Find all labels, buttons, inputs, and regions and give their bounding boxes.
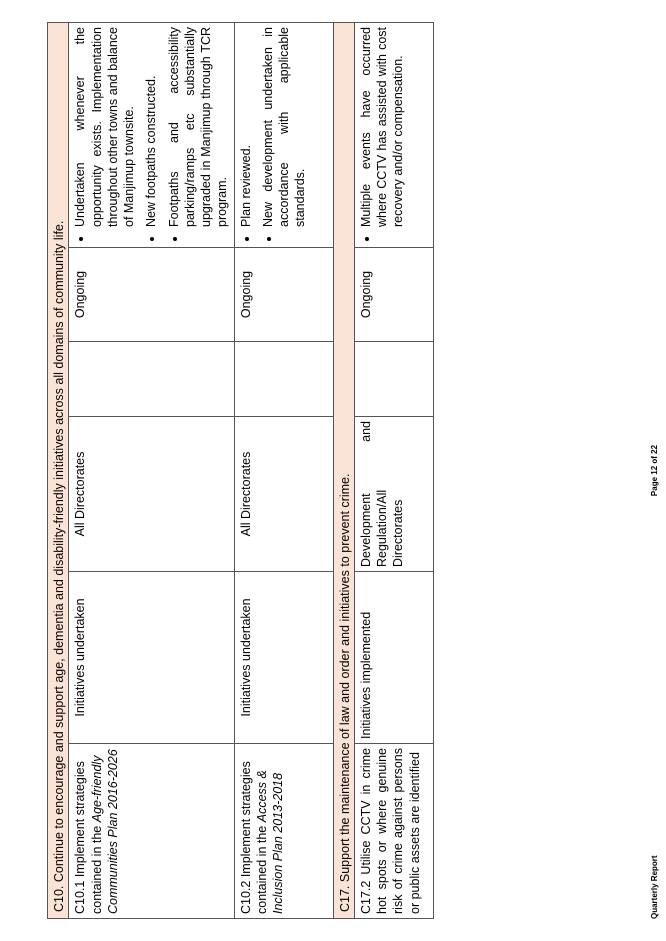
comments-cell [69, 22, 234, 247]
strategy-text: C10.2 Implement strategies contained in the [238, 761, 269, 914]
footer-report-title: Quarterly Report [650, 855, 659, 919]
measure-cell: Initiatives undertaken [234, 572, 333, 744]
section-header-row [333, 22, 354, 918]
comment-item: • Multiple events have occurred where CCTV has assisted with cost recovery and/or compensation. [358, 27, 407, 227]
comment-item: • Plan reviewed. [238, 27, 254, 227]
comment-item: • New footpaths constructed. [143, 27, 159, 227]
empty-cell [234, 342, 333, 417]
footer-page-number: Page 12 of 22 [650, 444, 659, 497]
comment-item: • Footpaths and accessibility parking/ramps etc substantially upgraded in Manjimup through TCR program. [166, 27, 231, 227]
section-header-c10: C10. Continue to encourage and support age, dementia and disability-friendly initiatives across all domains of community life. [48, 22, 69, 918]
strategy-cell [234, 744, 333, 919]
section-header-c17: C17. Support the maintenance of law and order and initiatives to prevent crime. [333, 22, 354, 918]
measure-cell: Initiatives implemented [354, 572, 433, 744]
section-header-row [48, 22, 69, 918]
responsibility-cell: All Directorates [234, 417, 333, 572]
comments-list [238, 27, 309, 243]
comment-item: • Undertaken whenever the opportunity exists. Implementation throughout other towns and balance of Manjimup townsite. [72, 27, 137, 227]
strategy-cell [69, 744, 234, 919]
table-row [69, 22, 234, 918]
measure-cell: Initiatives undertaken [69, 572, 234, 744]
empty-cell [354, 342, 433, 417]
plan-name: Access & Inclusion Plan 2013-2018 [254, 770, 285, 914]
strategy-cell: C17.2 Utilise CCTV in crime hot spots or where genuine risk of crime against persons or public assets are identified [354, 744, 433, 919]
plan-name: Age-friendly Communities Plan 2016-2026 [89, 749, 120, 914]
table-row [354, 22, 433, 918]
comments-list [72, 27, 230, 243]
empty-cell [69, 342, 234, 417]
strategy-text: C10.1 Implement strategies contained in the [73, 761, 104, 914]
timeframe-cell: Ongoing [234, 248, 333, 342]
comment-item: • New development undertaken in accordance with applicable standards. [260, 27, 309, 227]
timeframe-cell: Ongoing [69, 248, 234, 342]
responsibility-cell: All Directorates [69, 417, 234, 572]
comments-list [358, 27, 407, 243]
responsibility-cell: Development and Regulation/All Directorates [354, 417, 433, 572]
strategy-table [47, 22, 434, 919]
table-row [234, 22, 333, 918]
comments-cell [234, 22, 333, 247]
comments-cell [354, 22, 433, 247]
timeframe-cell: Ongoing [354, 248, 433, 342]
